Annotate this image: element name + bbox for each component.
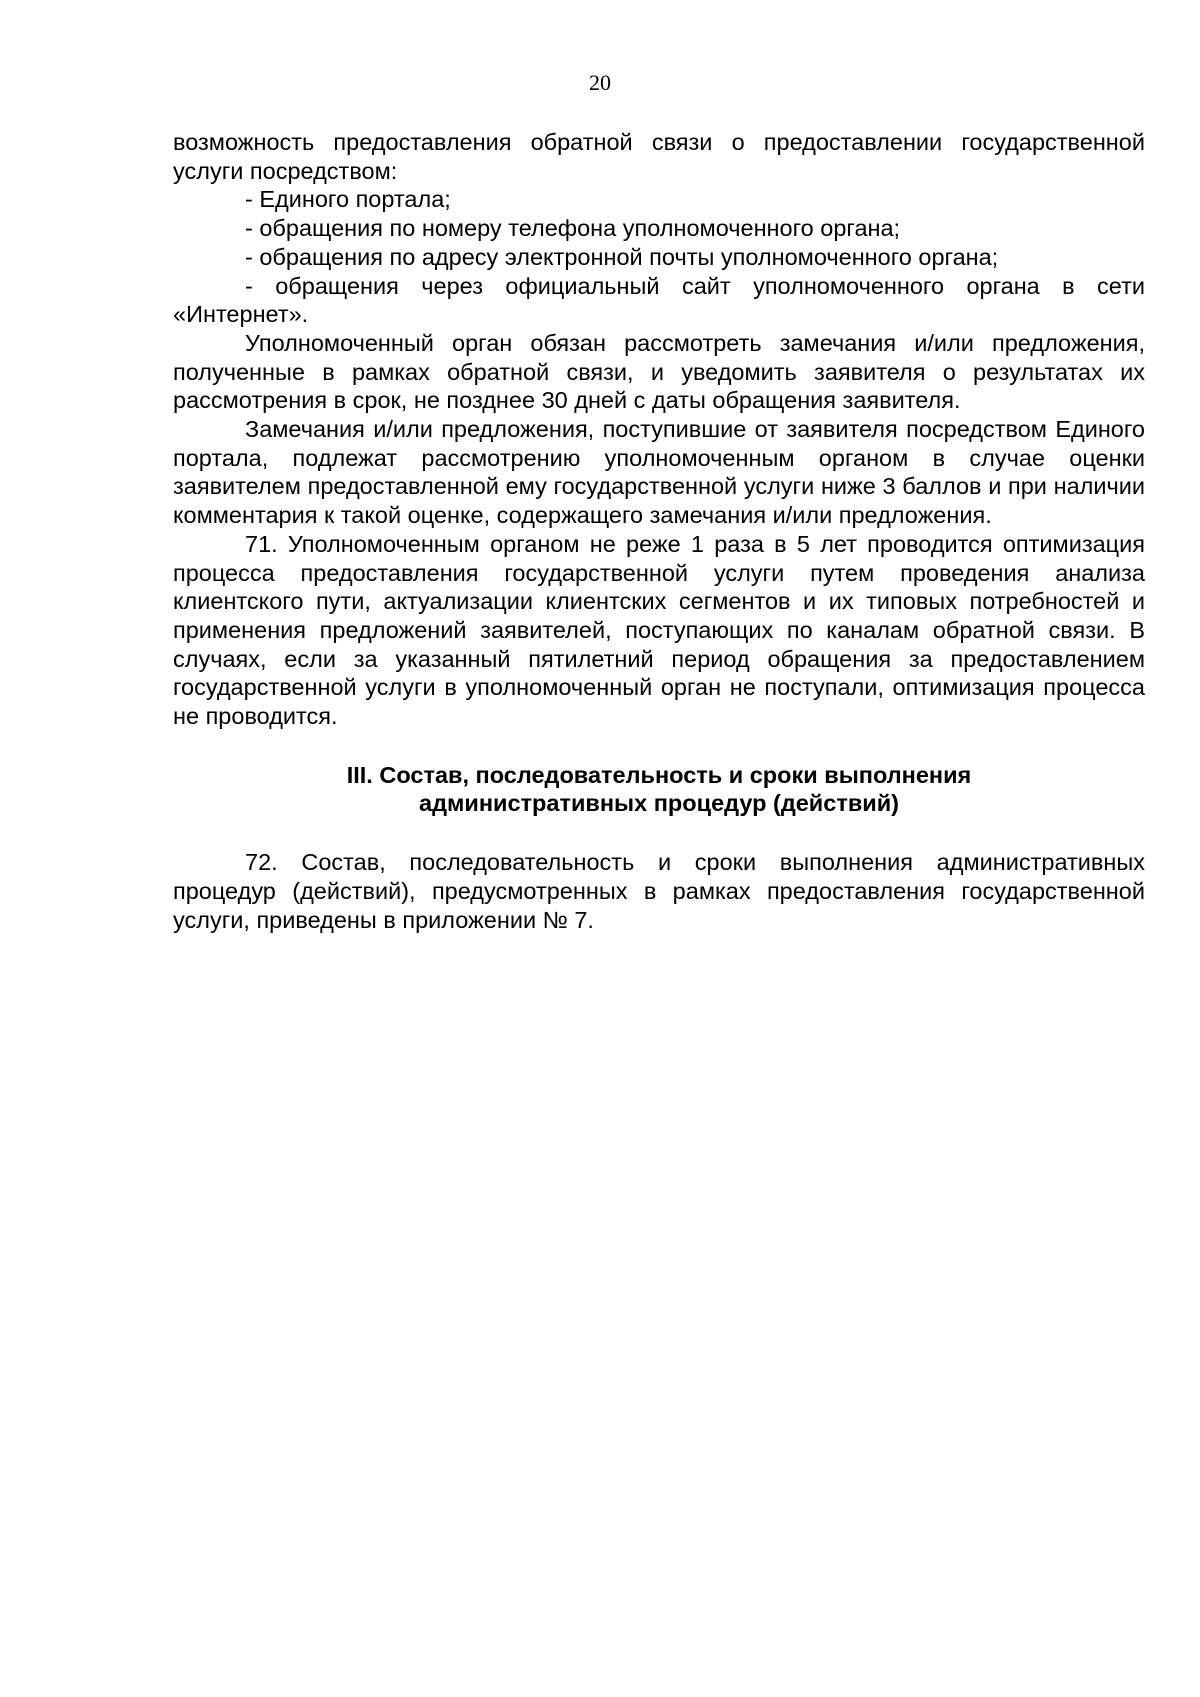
list-item-website: - обращения через официальный сайт уполномоченного органа в сети «Интернет». <box>173 272 1145 328</box>
page-number: 20 <box>589 70 611 95</box>
section-heading-line-2: административных процедур (действий) <box>419 790 899 817</box>
paragraph-portal-remarks: Замечания и/или предложения, поступившие от заявителя посредством Единого портала, подлежат рассмотрению уполномоченным органом в случае оценки заявителем предоставленной ему государственной услуги ниже 3 баллов и при наличии комментария к такой оценке, содержащего замечания и/или предложения. <box>173 416 1145 529</box>
paragraph-72-procedures: 72. Состав, последовательность и сроки выполнения административных процедур (действий), предусмотренных в рамках предоставления государственной услуги, приведены в приложении № 7. <box>173 849 1145 933</box>
list-item-phone: - обращения по номеру телефона уполномоченного органа; <box>245 215 901 242</box>
list-item-email: - обращения по адресу электронной почты уполномоченного органа; <box>245 243 999 270</box>
paragraph-71-optimization: 71. Уполномоченным органом не реже 1 раза в 5 лет проводится оптимизация процесса предоставления государственной услуги путем проведения анализа клиентского пути, актуализации клиентских сегментов и их типовых потребностей и применения предложений заявителей, поступающих по каналам обратной связи. В случаях, если за указанный пятилетний период обращения за предоставлением государственной услуги в уполномоченный орган не поступали, оптимизация процесса не проводится. <box>173 530 1145 730</box>
section-heading <box>173 761 1145 818</box>
paragraph-review-obligation: Уполномоченный орган обязан рассмотреть замечания и/или предложения, полученные в рамках обратной связи, и уведомить заявителя о результатах их рассмотрения в срок, не позднее 30 дней с даты обращения заявителя. <box>173 329 1145 414</box>
paragraph-feedback-intro: возможность предоставления обратной связи о предоставлении государственной услуги посредством: <box>173 129 1145 184</box>
document-body <box>173 128 1145 934</box>
section-heading-line-1: III. Состав, последовательность и сроки выполнения <box>346 761 972 788</box>
list-item-portal: - Единого портала; <box>245 186 451 213</box>
